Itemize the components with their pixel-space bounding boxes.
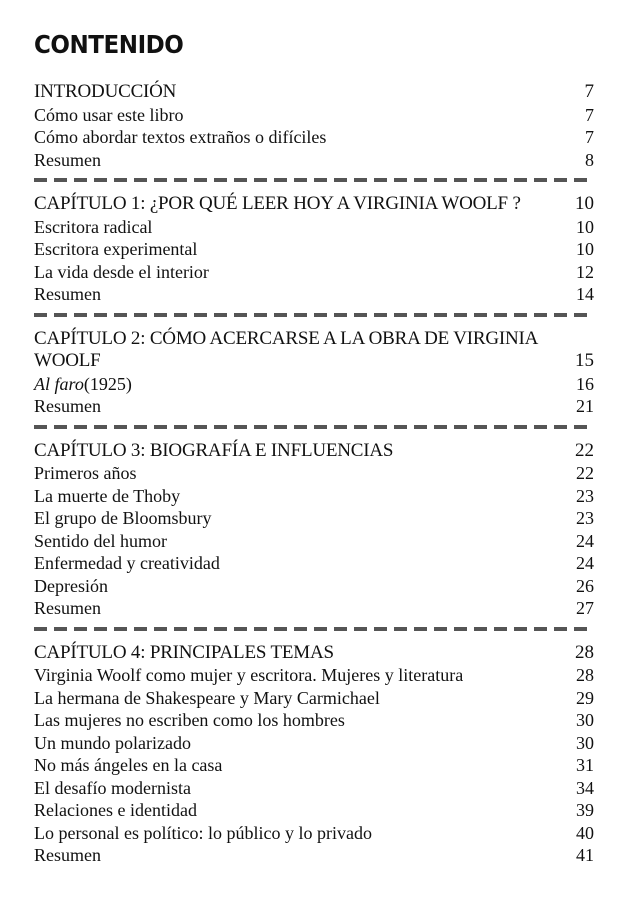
toc-page-number: 24 [576, 530, 594, 551]
toc-title: CONTENIDO [34, 30, 184, 59]
toc-entry-text: Escritora experimental [34, 239, 198, 259]
toc-heading-text: INTRODUCCIÓN [34, 81, 177, 102]
toc-page-number: 10 [575, 193, 594, 214]
toc-heading-row[interactable] [34, 440, 594, 463]
toc-entry-text: Relaciones e identidad [34, 800, 197, 820]
dashed-divider [34, 178, 594, 182]
toc-entry-text: El grupo de Bloomsbury [34, 508, 212, 528]
toc-entry-text: Resumen [34, 284, 101, 304]
toc-page-number: 23 [576, 508, 594, 528]
toc-entry-text: Resumen [34, 845, 101, 865]
toc-entry-text: La hermana de Shakespeare y Mary Carmichael [34, 687, 380, 708]
toc-page-number: 41 [576, 845, 594, 865]
toc-page-number: 30 [576, 710, 594, 730]
toc-entry-row[interactable] [34, 149, 594, 172]
toc-page-number: 23 [576, 485, 594, 506]
toc-entry-row[interactable] [34, 530, 594, 553]
toc-entry-text: El desafío modernista [34, 777, 191, 798]
toc-entry-text: Resumen [34, 598, 101, 618]
toc-heading-row[interactable] [34, 642, 594, 665]
toc-heading-row[interactable] [34, 193, 594, 216]
toc-page-number: 10 [576, 239, 594, 259]
toc-entry-row[interactable] [34, 597, 594, 620]
toc-page-number: 24 [576, 553, 594, 573]
toc-heading-row[interactable] [34, 81, 594, 104]
toc-entry-text: Resumen [34, 149, 101, 170]
dashed-divider [34, 425, 594, 429]
toc-heading-text: CAPÍTULO 1: ¿POR QUÉ LEER HOY A VIRGINIA WOOLF ? [34, 193, 521, 214]
toc-page-number: 34 [576, 777, 594, 798]
toc-entry-row[interactable] [34, 822, 594, 845]
toc-entry-text: Cómo usar este libro [34, 104, 184, 125]
toc-page-number: 7 [584, 81, 594, 102]
toc-entry-row[interactable] [34, 373, 594, 396]
toc-entry-row[interactable] [34, 687, 594, 710]
toc-page-number: 29 [576, 687, 594, 708]
toc-entry-row[interactable] [34, 238, 594, 261]
toc-entry-row[interactable] [34, 777, 594, 800]
toc-entry-text: Depresión [34, 575, 108, 596]
toc-entry-text: Virginia Woolf como mujer y escritora. Mujeres y literatura [34, 665, 464, 685]
book-year: (1925) [83, 373, 132, 394]
toc-page-number: 16 [576, 373, 594, 394]
toc-section-capitulo-3 [34, 440, 594, 620]
toc-entry-text: Enfermedad y creatividad [34, 553, 220, 573]
toc-section-capitulo-4 [34, 642, 594, 867]
toc-entry-row[interactable] [34, 552, 594, 575]
toc-entry-row[interactable] [34, 395, 594, 418]
toc-page-number: 26 [576, 575, 594, 596]
toc-entry-row[interactable] [34, 709, 594, 732]
toc-entry-row[interactable] [34, 799, 594, 822]
toc-entry-row[interactable] [34, 104, 594, 127]
dashed-divider [34, 313, 594, 317]
toc-entry-text: La muerte de Thoby [34, 485, 181, 506]
toc-page-number: 21 [576, 396, 594, 416]
toc-entry-text: No más ángeles en la casa [34, 755, 223, 775]
toc-page-number: 40 [576, 822, 594, 843]
toc-heading-text: CAPÍTULO 2: CÓMO ACERCARSE A LA OBRA DE VIRGINIA WOOLF [34, 327, 538, 371]
toc-section-introduccion [34, 81, 594, 171]
toc-page-number: 22 [575, 439, 594, 461]
toc-entry-row[interactable] [34, 216, 594, 239]
toc-page-number: 15 [575, 350, 594, 371]
toc-page-number: 7 [585, 104, 594, 125]
toc-page-number: 10 [576, 216, 594, 237]
table-of-contents [34, 81, 594, 867]
toc-entry-row[interactable] [34, 575, 594, 598]
toc-page-number: 30 [576, 732, 594, 753]
toc-page-number: 12 [576, 261, 594, 282]
toc-heading-text: CAPÍTULO 3: BIOGRAFÍA E INFLUENCIAS [34, 439, 394, 461]
toc-entry-row[interactable] [34, 126, 594, 149]
book-title-italic: Al faro [34, 373, 84, 394]
toc-entry-text: Resumen [34, 396, 101, 416]
toc-page-number: 8 [585, 149, 594, 170]
dashed-divider [34, 627, 594, 631]
toc-entry-row[interactable] [34, 844, 594, 867]
toc-entry-row[interactable] [34, 732, 594, 755]
toc-entry-text: Primeros años [34, 463, 137, 483]
toc-entry-text: Cómo abordar textos extraños o difíciles [34, 127, 327, 147]
toc-entry-row[interactable] [34, 507, 594, 530]
toc-entry-text [34, 373, 568, 396]
toc-entry-text: Sentido del humor [34, 530, 167, 551]
toc-page-number: 22 [576, 463, 594, 483]
toc-entry-row[interactable] [34, 261, 594, 284]
toc-entry-row[interactable] [34, 754, 594, 777]
toc-entry-text: Las mujeres no escriben como los hombres [34, 710, 345, 730]
toc-section-capitulo-1 [34, 193, 594, 306]
toc-entry-text: La vida desde el interior [34, 261, 209, 282]
toc-page-number: 39 [576, 800, 594, 820]
toc-entry-row[interactable] [34, 462, 594, 485]
toc-page-number: 14 [576, 284, 594, 304]
toc-page-number: 7 [585, 127, 594, 147]
toc-heading-row[interactable] [34, 328, 594, 373]
toc-heading-text: CAPÍTULO 4: PRINCIPALES TEMAS [34, 641, 334, 663]
toc-entry-text: Un mundo polarizado [34, 732, 191, 753]
toc-page-number: 28 [576, 665, 594, 685]
toc-page-number: 28 [575, 641, 594, 663]
toc-entry-row[interactable] [34, 485, 594, 508]
toc-page-number: 27 [576, 598, 594, 618]
toc-entry-text: Escritora radical [34, 216, 153, 237]
toc-entry-row[interactable] [34, 283, 594, 306]
toc-entry-text: Lo personal es político: lo público y lo privado [34, 822, 372, 843]
toc-entry-row[interactable] [34, 664, 594, 687]
toc-section-capitulo-2 [34, 328, 594, 418]
toc-page-number: 31 [576, 755, 594, 775]
